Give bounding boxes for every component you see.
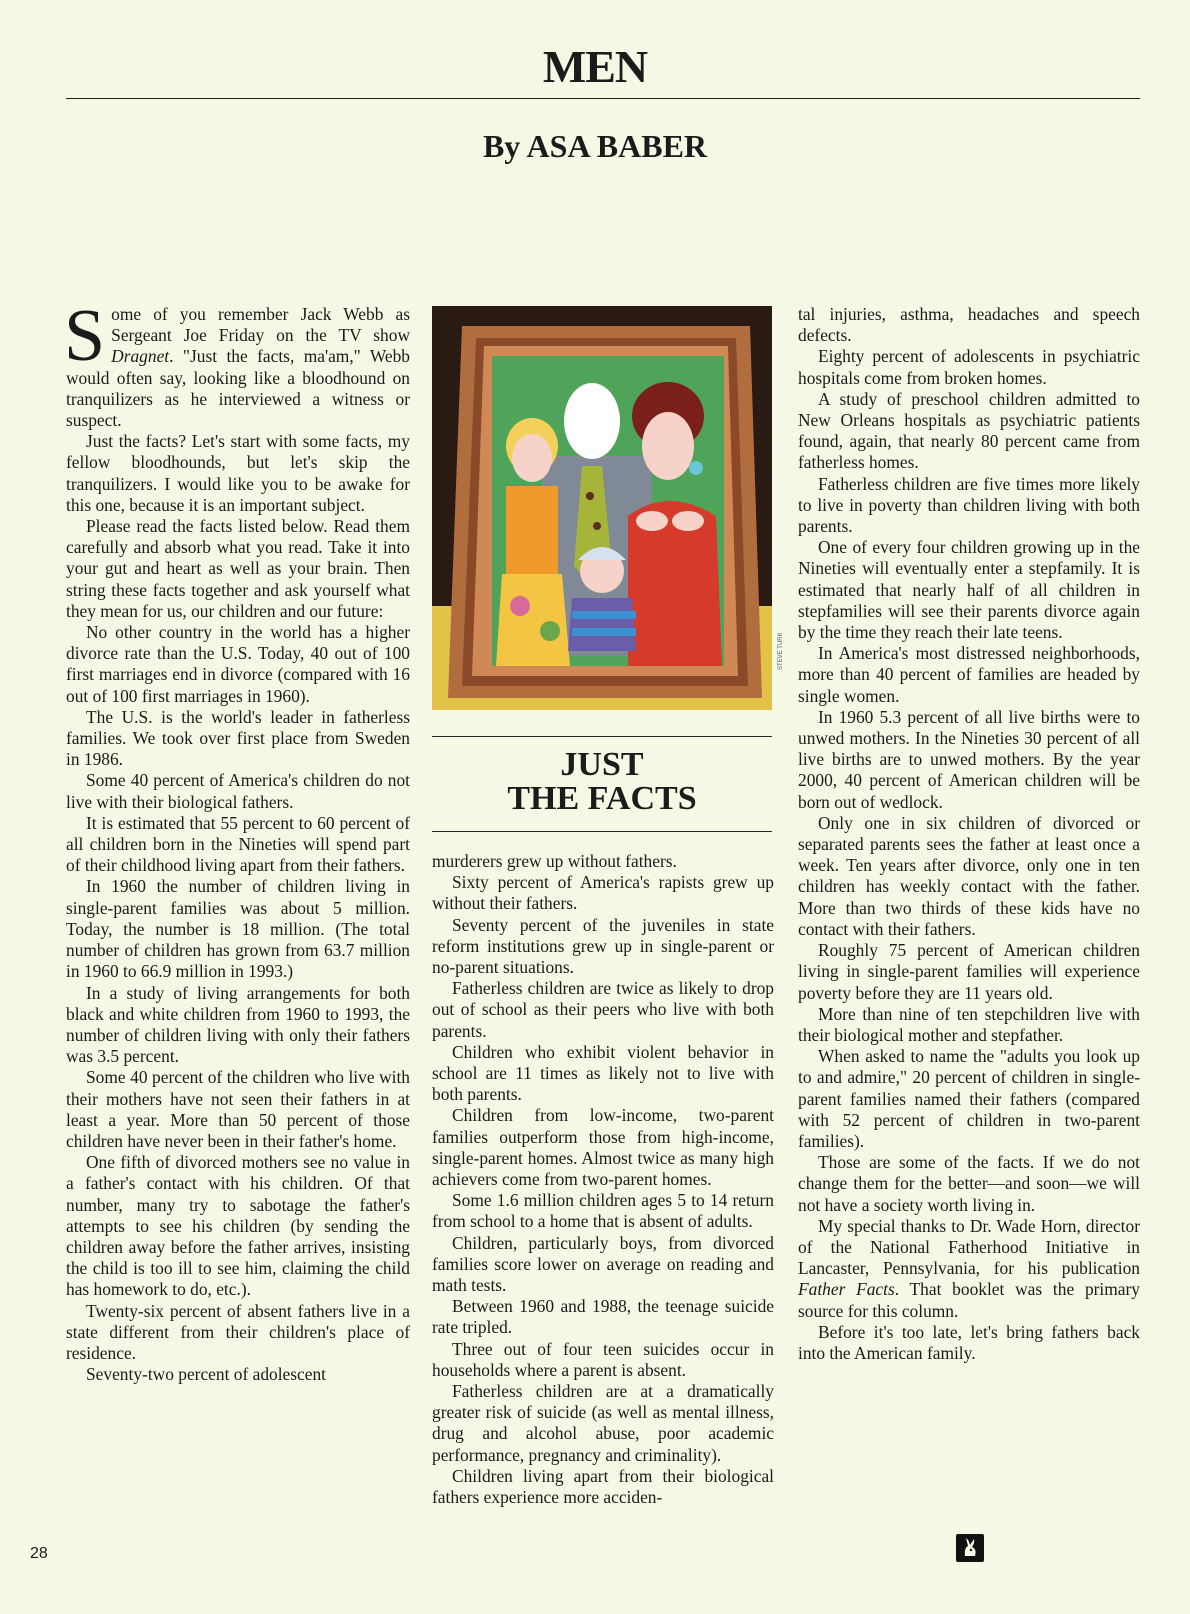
section-title: MEN (542, 41, 648, 92)
article-paragraph: One of every four children growing up in the Nineties will eventually enter a stepfamily. It is estimated that nearly half of all children in stepfamilies will see their parents divorce again by the time they reach their late teens. (798, 537, 1140, 643)
article-paragraph: More than nine of ten stepchildren live with their biological mother and stepfather. (798, 1003, 1140, 1045)
article-paragraph: Children living apart from their biological fathers experience more acciden- (432, 1465, 774, 1508)
article-paragraph: A study of preschool children admitted to New Orleans hospitals as psychiatric patients found, again, that nearly 80 percent came from fatherless homes. (798, 388, 1140, 473)
article-paragraph: Three out of four teen suicides occur in households where a parent is absent. (432, 1338, 774, 1380)
article-paragraph: Seventy percent of the juveniles in state reform institutions grew up in single-parent or no-parent situations. (432, 914, 774, 978)
sidebar-rule-top (432, 736, 772, 737)
article-paragraph: Fatherless children are at a dramatically greater risk of suicide (as well as mental illness, drug and alcohol abuse, poor academic performance, pregnancy and criminality). (432, 1381, 774, 1465)
article-paragraph: tal injuries, asthma, headaches and speech defects. (798, 304, 1140, 346)
article-paragraph: Just the facts? Let's start with some facts, my fellow bloodhounds, but let's skip the tranquilizers. I would like you to be awake for this one, because it is an important subject. (66, 431, 410, 515)
sidebar-heading (432, 748, 772, 816)
article-paragraph: Sixty percent of America's rapists grew up without their fathers. (432, 872, 774, 914)
article-paragraph: In 1960 5.3 percent of all live births were to unwed mothers. In the Nineties 30 percent of all live births are to unwed mothers. By the year 2000, 40 percent of American children will be born out of wedlock. (798, 706, 1140, 812)
article-paragraph: Only one in six children of divorced or separated parents sees the father at least once a week. Ten years after divorce, only one in ten children has weekly contact with the father. More than two thirds of these kids have no contact with their fathers. (798, 812, 1140, 939)
title-rule (66, 98, 1140, 99)
article-paragraph: The U.S. is the world's leader in fatherless families. We took over first place from Sweden in 1986. (66, 706, 410, 770)
article-paragraph: Please read the facts listed below. Read them carefully and absorb what you read. Take it into your gut and heart as well as your brain. Then string these facts together and ask yourself what they mean for us, our children and our future: (66, 516, 410, 621)
article-paragraph: Twenty-six percent of absent fathers live in a state different from their children's place of residence. (66, 1300, 410, 1363)
article-column-2 (432, 851, 774, 1508)
sidebar-heading-line-2: THE FACTS (507, 780, 697, 817)
article-paragraph: Some of you remember Jack Webb as Sergeant Joe Friday on the TV show Dragnet. "Just the facts, ma'am," Webb would often say, looking like a bloodhound on tranquilizers as he interviewed a witness or suspect. (64, 295, 410, 431)
article-paragraph: Children from low-income, two-parent families outperform those from high-income, single-parent homes. Almost twice as many high achievers come from two-parent homes. (432, 1105, 774, 1190)
family-portrait-illustration (432, 306, 772, 710)
rabbit-head-end-mark-icon (956, 1534, 984, 1562)
publication-title: Father Facts (798, 1279, 895, 1300)
article-paragraph: Eighty percent of adolescents in psychiatric hospitals come from broken homes. (798, 346, 1140, 388)
article-paragraph: Between 1960 and 1988, the teenage suicide rate tripled. (432, 1296, 774, 1338)
drop-cap: S (64, 295, 106, 377)
illustration-credit: STEVE TURK (778, 632, 784, 670)
article-paragraph: Fatherless children are five times more likely to live in poverty than children living with both parents. (798, 473, 1140, 537)
article-paragraph: Children, particularly boys, from divorced families score lower on average on reading and math tests. (432, 1232, 774, 1296)
article-paragraph: Before it's too late, let's bring fathers back into the American family. (798, 1321, 1140, 1363)
article-paragraph: In America's most distressed neighborhoods, more than 40 percent of families are headed by single women. (798, 643, 1140, 706)
article-paragraph: In a study of living arrangements for both black and white children from 1960 to 1993, the number of children living with only their fathers was 3.5 percent. (66, 982, 410, 1067)
article-paragraph: My special thanks to Dr. Wade Horn, director of the National Fatherhood Initiative in Lancaster, Pennsylvania, for his publication Father Facts. That booklet was the primary source for this column. (798, 1215, 1140, 1321)
article-paragraph: murderers grew up without fathers. (432, 851, 677, 871)
article-paragraph: No other country in the world has a higher divorce rate than the U.S. Today, 40 out of 100 first marriages end in divorce (compared with 16 out of 100 first marriages in 1960). (66, 622, 410, 706)
article-paragraph: Some 40 percent of America's children do not live with their biological fathers. (66, 770, 410, 812)
article-column-3 (798, 304, 1140, 1364)
article-paragraph: Some 40 percent of the children who live with their mothers have not seen their fathers in at least a year. More than 50 percent of those children have never been in their father's home. (66, 1067, 410, 1151)
article-paragraph: One fifth of divorced mothers see no value in a father's contact with his children. Of that number, many try to sabotage the father's attempts to see his children (by sending the children away before the father arrives, insisting the child is too ill to see him, claiming the child has homework to do, etc.). (66, 1152, 410, 1300)
article-paragraph: Some 1.6 million children ages 5 to 14 return from school to a home that is absent of adults. (432, 1190, 774, 1232)
sidebar-rule-bottom (432, 831, 772, 832)
article-paragraph: Roughly 75 percent of American children living in single-parent families will experience poverty before they are 11 years old. (798, 940, 1140, 1003)
article-paragraph: When asked to name the "adults you look up to and admire," 20 percent of children in single-parent families named their fathers (compared with 52 percent of children in two-parent families). (798, 1046, 1140, 1151)
byline: By ASA BABER (482, 128, 708, 164)
show-title: Dragnet (111, 346, 170, 367)
page-number: 28 (30, 1545, 48, 1562)
article-paragraph: Seventy-two percent of adolescent (86, 1364, 326, 1385)
article-paragraph: Those are some of the facts. If we do not change them for the better—and soon—we will not have a society worth living in. (798, 1152, 1140, 1215)
sidebar-heading-line-1: JUST (560, 746, 644, 783)
article-paragraph: It is estimated that 55 percent to 60 percent of all children born in the Nineties will spend part of their childhood living apart from their fathers. (66, 812, 410, 876)
article-paragraph: Fatherless children are twice as likely to drop out of school as their peers who live with both parents. (432, 978, 774, 1041)
article-paragraph: In 1960 the number of children living in single-parent families was about 5 million. Today, the number is 18 million. (The total number of children has grown from 63.7 million in 1960 to 66.9 million in 1993.) (66, 876, 410, 982)
article-paragraph: Children who exhibit violent behavior in school are 11 times as likely not to live with both parents. (432, 1041, 774, 1105)
article-column-1 (64, 295, 410, 1385)
